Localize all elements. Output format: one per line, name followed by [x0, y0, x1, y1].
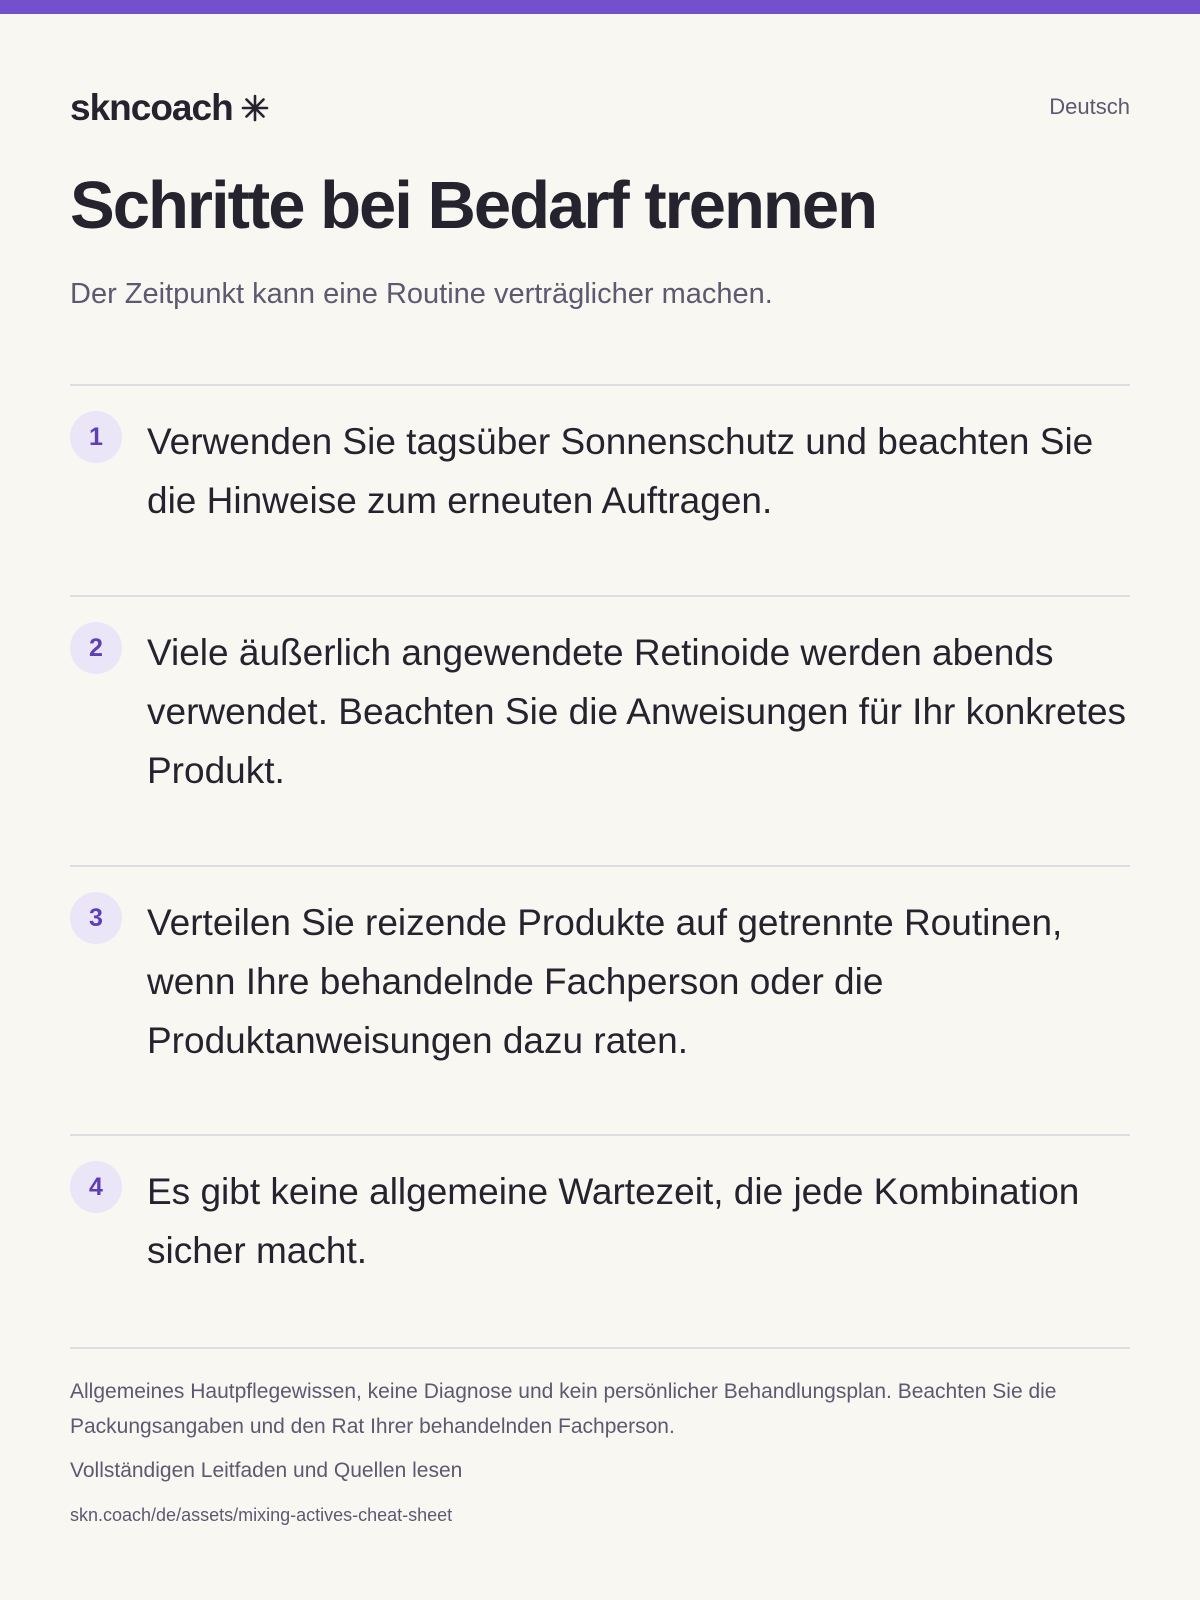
step-text: Verwenden Sie tagsüber Sonnenschutz und beachten Sie die Hinweise zum erneuten Auftragen. [147, 421, 1094, 521]
cheat-sheet-page [70, 0, 1130, 1600]
divider [70, 1134, 1130, 1136]
step-text: Verteilen Sie reizende Produkte auf getrennte Routinen, wenn Ihre behandelnde Fachperson oder die Produktanweisungen dazu raten. [147, 902, 1063, 1061]
page-subtitle: Der Zeitpunkt kann eine Routine verträglicher machen. [70, 278, 773, 310]
divider [70, 1347, 1130, 1349]
step-text: Es gibt keine allgemeine Wartezeit, die jede Kombination sicher macht. [147, 1171, 1080, 1271]
language-switcher[interactable]: Deutsch [1049, 94, 1130, 119]
divider [70, 384, 1130, 386]
step-number-badge: 1 [70, 411, 122, 463]
step-number-badge: 3 [70, 892, 122, 944]
brand-name: skncoach [70, 87, 233, 128]
divider [70, 595, 1130, 597]
page-header [70, 86, 1130, 130]
disclaimer-text: Allgemeines Hautpflegewissen, keine Diagnose und kein persönlicher Behandlungsplan. Beachten Sie die Packungsangaben und den Rat Ihrer behandelnden Fachperson. [70, 1380, 1057, 1438]
step-text: Viele äußerlich angewendete Retinoide werden abends verwendet. Beachten Sie die Anweisungen für Ihr konkretes Produkt. [147, 632, 1127, 791]
source-url: skn.coach/de/assets/mixing-actives-cheat-sheet [70, 1505, 453, 1525]
divider [70, 865, 1130, 867]
brand-logo[interactable] [70, 86, 269, 130]
asterisk-icon [241, 94, 269, 122]
full-guide-link[interactable]: Vollständigen Leitfaden und Quellen lesen [70, 1459, 463, 1482]
step-number-badge: 4 [70, 1161, 122, 1213]
step-number-badge: 2 [70, 622, 122, 674]
page-title: Schritte bei Bedarf trennen [70, 168, 877, 243]
